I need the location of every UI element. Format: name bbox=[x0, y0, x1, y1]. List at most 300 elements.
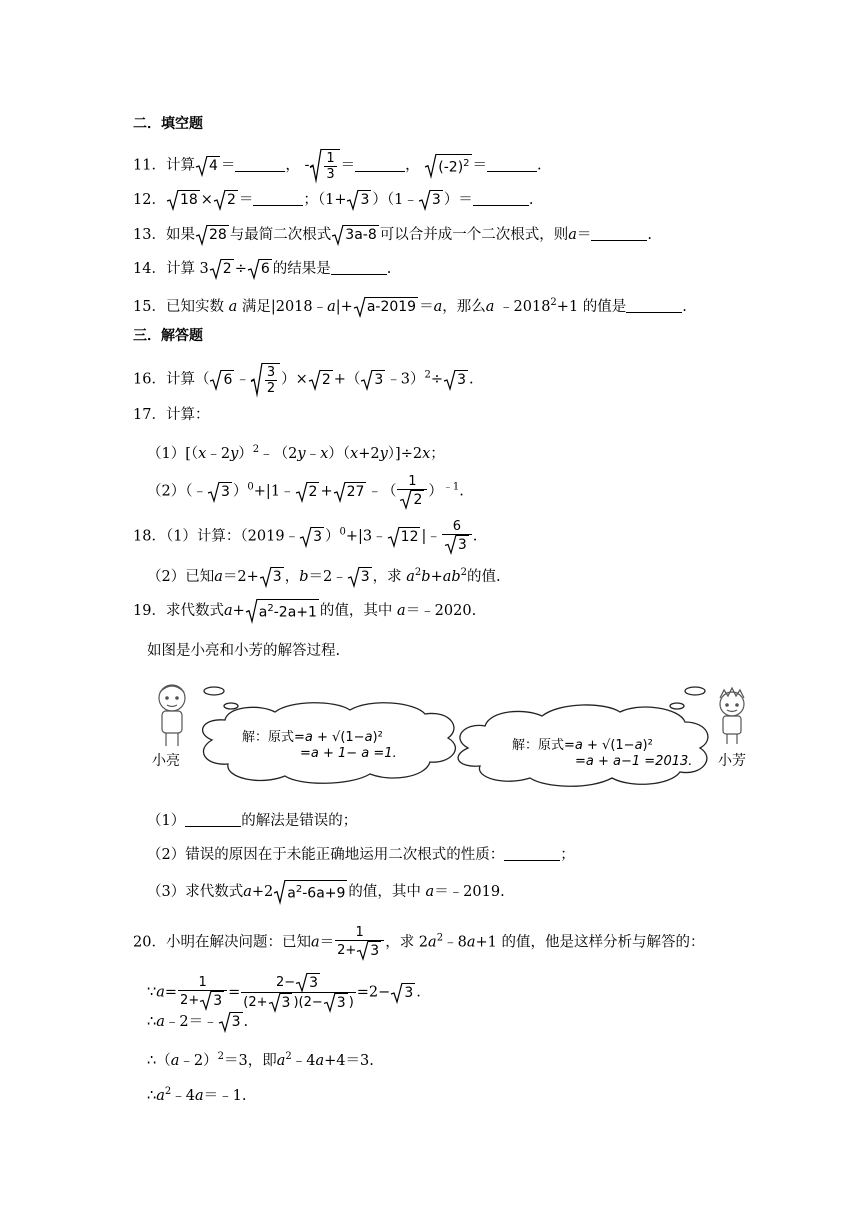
text: . bbox=[469, 371, 474, 388]
radicand: (-2) bbox=[438, 159, 464, 176]
sqrt bbox=[167, 190, 200, 210]
question-13 bbox=[133, 225, 652, 245]
radicand: 3a-8 bbox=[345, 227, 377, 243]
text: ）（ bbox=[328, 445, 351, 462]
variable: ab bbox=[442, 568, 461, 585]
question-number: 12． bbox=[133, 192, 166, 208]
variable: a bbox=[364, 730, 373, 745]
answer-blank[interactable] bbox=[473, 191, 529, 206]
radicand: 3 bbox=[213, 993, 223, 1009]
text: ﹣8 bbox=[443, 934, 467, 951]
sqrt bbox=[210, 259, 234, 279]
text: 如果 bbox=[165, 227, 195, 243]
text: ； bbox=[303, 192, 318, 208]
text: ） bbox=[428, 483, 443, 500]
text: ﹣2） bbox=[179, 1052, 218, 1069]
sqrt bbox=[310, 149, 339, 182]
xiaoliang-figure bbox=[159, 685, 185, 746]
text: ＝2﹣ bbox=[308, 568, 347, 585]
text: ＝ bbox=[220, 157, 236, 174]
text: . bbox=[386, 261, 392, 277]
xiaoliang-solution-line-1 bbox=[242, 726, 383, 745]
radicand: -2a+1 bbox=[273, 604, 317, 621]
xiaofang-solution-line-1 bbox=[512, 734, 653, 753]
question-number: 18． bbox=[133, 528, 166, 545]
variable: a bbox=[228, 298, 238, 315]
q20-step-3 bbox=[147, 1047, 374, 1071]
text: ﹣3） bbox=[386, 371, 425, 388]
sqrt bbox=[400, 490, 424, 509]
text: . bbox=[528, 192, 534, 208]
sqrt bbox=[251, 363, 280, 396]
sqrt bbox=[419, 190, 443, 210]
text: + bbox=[430, 568, 443, 585]
variable: x bbox=[350, 445, 359, 462]
question-number: 19． bbox=[133, 602, 166, 619]
question-number: 14． bbox=[133, 261, 166, 277]
text: 满足|2018﹣ bbox=[241, 298, 328, 315]
text: )(2− bbox=[293, 995, 323, 1010]
radicand: 2 bbox=[321, 371, 331, 388]
numerator: 1 bbox=[335, 925, 384, 941]
xiaoliang-label: 小亮 bbox=[152, 753, 180, 769]
text: )² bbox=[372, 730, 383, 745]
answer-blank[interactable] bbox=[626, 298, 682, 313]
text: ，那么 bbox=[442, 298, 486, 315]
sqrt bbox=[296, 973, 320, 992]
radicand: a-2019 bbox=[366, 298, 417, 315]
text: 与最简二次根式 bbox=[229, 227, 332, 243]
text: ＝ bbox=[319, 934, 335, 951]
fraction bbox=[442, 519, 472, 554]
sqrt bbox=[388, 527, 421, 547]
radicand: a bbox=[258, 604, 268, 621]
question-19-part-1 bbox=[147, 811, 357, 831]
denominator bbox=[397, 490, 427, 509]
sqrt bbox=[208, 482, 232, 502]
answer-blank[interactable] bbox=[591, 226, 647, 241]
exponent: 2 bbox=[414, 567, 422, 578]
variable: a bbox=[327, 298, 336, 315]
xiaoliang-solution-line-2: =a + 1− a =1. bbox=[300, 746, 397, 761]
text: )² bbox=[642, 738, 653, 753]
question-15 bbox=[133, 293, 687, 317]
variable: x bbox=[198, 445, 207, 462]
variable: a bbox=[574, 738, 583, 753]
text: 的值. bbox=[467, 568, 501, 585]
radicand: 3 bbox=[360, 192, 370, 208]
text: ∵ bbox=[147, 984, 157, 1001]
question-number: 13． bbox=[133, 227, 166, 243]
radicand: 4 bbox=[208, 157, 218, 174]
text: 计算 bbox=[165, 157, 195, 174]
radicand: 3 bbox=[431, 192, 441, 208]
text: . bbox=[537, 157, 542, 174]
exponent: 2 bbox=[252, 444, 260, 455]
text: ＝﹣1. bbox=[203, 1087, 247, 1104]
text: 计算（ bbox=[165, 371, 210, 388]
radicand: 3 bbox=[309, 975, 319, 991]
variable: a bbox=[634, 738, 643, 753]
question-17-part-1 bbox=[147, 440, 445, 464]
text: + bbox=[320, 483, 333, 500]
text: 计算： bbox=[165, 407, 210, 423]
text: =2− bbox=[356, 984, 391, 1001]
text: +（ bbox=[333, 371, 361, 388]
text: ＝ bbox=[340, 157, 356, 174]
answer-blank[interactable] bbox=[331, 260, 387, 275]
text: ＝2+ bbox=[222, 568, 259, 585]
sqrt bbox=[334, 482, 367, 502]
text: (2+ bbox=[243, 995, 268, 1010]
text: . bbox=[243, 1014, 249, 1030]
sqrt bbox=[324, 993, 348, 1012]
text: ﹣4 bbox=[291, 1052, 316, 1069]
variable: a bbox=[406, 568, 415, 585]
variable: a bbox=[170, 1052, 180, 1069]
question-19-part-3 bbox=[147, 880, 505, 904]
radicand: -6a+9 bbox=[302, 885, 346, 902]
sqrt bbox=[269, 993, 293, 1012]
text: +1 的值，他是这样分析与解答的： bbox=[475, 934, 705, 951]
text: - bbox=[304, 157, 310, 174]
sqrt bbox=[248, 259, 272, 279]
variable: a bbox=[156, 1014, 165, 1030]
text: × bbox=[200, 192, 213, 208]
text: ）（1﹣ bbox=[372, 192, 418, 208]
text: . bbox=[416, 984, 421, 1001]
text: （1） bbox=[147, 813, 186, 829]
sqrt bbox=[357, 941, 381, 960]
text: ﹣2＝﹣ bbox=[164, 1014, 218, 1030]
question-14 bbox=[133, 259, 391, 279]
exponent: 2 bbox=[463, 157, 470, 169]
radicand: 3 bbox=[404, 984, 414, 1001]
text: （2）错误的原因在于未能正确地运用二次根式的性质： bbox=[147, 847, 505, 863]
section-title-fill-blank: 二．填空题 bbox=[133, 116, 203, 132]
sqrt bbox=[309, 370, 333, 390]
exponent: 2 bbox=[285, 1051, 292, 1062]
question-17 bbox=[133, 405, 209, 425]
text: 计算 3 bbox=[165, 261, 209, 277]
answer-blank[interactable] bbox=[235, 157, 285, 172]
question-number: 17． bbox=[133, 407, 166, 423]
variable: a bbox=[276, 1052, 286, 1069]
radicand: 3 bbox=[231, 1014, 241, 1030]
exponent: 2 bbox=[267, 603, 274, 614]
text: ， bbox=[285, 157, 300, 174]
radicand: 6 bbox=[223, 371, 233, 388]
text: ∴ bbox=[147, 1087, 157, 1104]
radicand: 3 bbox=[336, 995, 346, 1011]
text: . bbox=[459, 483, 464, 500]
fraction bbox=[335, 925, 384, 960]
text: ＝3，即 bbox=[224, 1052, 277, 1069]
question-number: 15． bbox=[133, 298, 166, 315]
question-17-part-2 bbox=[147, 474, 464, 509]
exponent: 0 bbox=[247, 481, 254, 493]
sqrt bbox=[196, 156, 220, 176]
answer-blank[interactable] bbox=[355, 157, 405, 172]
variable: y bbox=[230, 445, 239, 462]
sqrt bbox=[274, 880, 347, 904]
exponent: 0 bbox=[339, 526, 346, 538]
text: . bbox=[682, 298, 687, 315]
radicand: 27 bbox=[346, 483, 365, 500]
text: ∴ bbox=[147, 1014, 157, 1030]
sqrt bbox=[425, 154, 471, 178]
variable: y bbox=[379, 445, 388, 462]
text: 的值，其中 bbox=[348, 883, 421, 900]
sqrt bbox=[391, 983, 415, 1003]
variable: b bbox=[421, 568, 431, 585]
variable: a bbox=[156, 1087, 165, 1104]
variable: a bbox=[315, 1052, 325, 1069]
radicand: 3 bbox=[313, 528, 323, 545]
sqrt bbox=[260, 567, 284, 587]
text: 的结果是 bbox=[272, 261, 331, 277]
text: 解：原式= bbox=[242, 730, 305, 745]
question-18-part-2 bbox=[147, 563, 501, 587]
exponent: 2 bbox=[164, 1086, 172, 1097]
variable: a bbox=[425, 883, 435, 900]
variable: a bbox=[195, 1087, 204, 1104]
variable: b bbox=[299, 568, 309, 585]
sqrt bbox=[347, 190, 371, 210]
radicand: a bbox=[287, 885, 296, 902]
question-number: 16． bbox=[133, 371, 166, 388]
radicand: 3 bbox=[370, 943, 380, 959]
exponent: ﹣1 bbox=[442, 481, 460, 493]
text: ； bbox=[560, 847, 575, 863]
figure-intro: 如图是小亮和小芳的解答过程. bbox=[147, 643, 341, 659]
text: ） bbox=[238, 445, 253, 462]
text: 已知实数 bbox=[165, 298, 224, 315]
text: ＝ bbox=[576, 227, 592, 243]
text: ，求 2 bbox=[385, 934, 429, 951]
text: ﹣4 bbox=[171, 1087, 195, 1104]
text: 2+ bbox=[180, 993, 200, 1008]
radicand: 3 bbox=[457, 371, 466, 388]
text: 的值，其中 bbox=[319, 602, 393, 619]
text: ﹣2 bbox=[206, 445, 231, 462]
sqrt bbox=[210, 370, 234, 390]
radicand: 6 bbox=[260, 261, 270, 277]
text: （1）计算：（2019﹣ bbox=[165, 528, 300, 545]
sqrt bbox=[445, 535, 469, 554]
text: ) bbox=[348, 995, 354, 1010]
text: ﹣2018 bbox=[499, 298, 551, 315]
sqrt bbox=[300, 527, 324, 547]
text: （2）已知 bbox=[147, 568, 215, 585]
text: ﹣（ bbox=[367, 483, 397, 500]
text: . bbox=[472, 528, 478, 545]
text: ﹣ bbox=[305, 445, 321, 462]
fraction bbox=[241, 973, 355, 1012]
xiaofang-label: 小芳 bbox=[718, 753, 746, 769]
fraction bbox=[265, 365, 277, 396]
text: +|3﹣ bbox=[345, 528, 387, 545]
variable: a bbox=[485, 298, 495, 315]
answer-blank[interactable] bbox=[487, 157, 537, 172]
text: 求代数式 bbox=[165, 602, 224, 619]
radicand: 28 bbox=[208, 227, 227, 243]
fraction bbox=[324, 151, 336, 182]
numerator: 1 bbox=[397, 474, 427, 490]
text: 2+ bbox=[337, 943, 357, 958]
variable: a bbox=[214, 568, 223, 585]
variable: a bbox=[466, 934, 476, 951]
q20-step-2 bbox=[147, 1012, 248, 1032]
text: ）]÷2 bbox=[387, 445, 423, 462]
q20-step-1 bbox=[147, 973, 421, 1012]
text: 的解法是错误的； bbox=[241, 813, 358, 829]
solution-comparison-figure bbox=[150, 678, 760, 808]
text: ﹣ bbox=[235, 371, 250, 388]
question-number: 20． bbox=[133, 934, 166, 951]
sqrt bbox=[348, 567, 372, 587]
text: ； bbox=[430, 445, 445, 462]
sqrt bbox=[219, 1012, 243, 1032]
radicand: 3 bbox=[220, 483, 230, 500]
radicand: 3 bbox=[272, 568, 282, 585]
numerator: 1 bbox=[326, 151, 335, 166]
question-19-part-2 bbox=[147, 845, 575, 865]
variable: a bbox=[428, 934, 437, 951]
radicand: 18 bbox=[179, 192, 198, 208]
question-12 bbox=[133, 190, 533, 210]
text: +2 bbox=[251, 883, 274, 900]
text: ＝ bbox=[238, 192, 254, 208]
denominator: 2 bbox=[266, 381, 276, 396]
text: +|1﹣ bbox=[253, 483, 295, 500]
text: 解：原式= bbox=[512, 738, 575, 753]
variable: a bbox=[304, 730, 313, 745]
numerator: 3 bbox=[266, 365, 276, 380]
text: + bbox=[232, 602, 245, 619]
text: ）＝ bbox=[443, 192, 473, 208]
text: （2）（﹣ bbox=[147, 483, 207, 500]
text: ＝ bbox=[472, 157, 488, 174]
variable: a bbox=[156, 984, 165, 1001]
text: 小明在解决问题：已知 bbox=[165, 934, 311, 951]
text: （3）求代数式 bbox=[147, 883, 244, 900]
text: （1+ bbox=[317, 192, 347, 208]
text: = bbox=[228, 984, 241, 1001]
xiaofang-figure bbox=[720, 688, 744, 744]
variable: a bbox=[397, 602, 406, 619]
fraction bbox=[178, 975, 227, 1010]
fraction bbox=[397, 474, 427, 509]
answer-blank[interactable] bbox=[504, 846, 560, 861]
variable: x bbox=[320, 445, 329, 462]
numerator: 6 bbox=[442, 519, 472, 535]
text: 2− bbox=[275, 975, 296, 990]
denominator: 3 bbox=[326, 167, 335, 182]
sqrt bbox=[200, 991, 224, 1010]
radicand: 3 bbox=[374, 371, 384, 388]
question-18-part-1 bbox=[133, 519, 477, 554]
xiaofang-solution-line-2: =a + a−1 =2013. bbox=[575, 754, 693, 769]
exponent: 2 bbox=[217, 1051, 224, 1062]
text: + √(1− bbox=[582, 738, 635, 753]
text: |+ bbox=[335, 298, 353, 315]
denominator bbox=[442, 535, 472, 554]
sqrt bbox=[296, 482, 320, 502]
question-16 bbox=[133, 363, 474, 396]
text: 可以合并成一个二次根式，则 bbox=[379, 227, 569, 243]
variable: x bbox=[422, 445, 431, 462]
sqrt bbox=[214, 190, 238, 210]
radicand: 12 bbox=[400, 528, 419, 545]
text: ）× bbox=[281, 371, 308, 388]
text: +1 的值是 bbox=[556, 298, 627, 315]
text: ， bbox=[405, 157, 420, 174]
radicand: 2 bbox=[413, 492, 423, 508]
exponent: 2 bbox=[436, 932, 444, 944]
text: （1）[（ bbox=[147, 445, 199, 462]
question-19 bbox=[133, 599, 476, 623]
denominator bbox=[178, 991, 227, 1010]
sqrt bbox=[444, 370, 468, 390]
variable: a bbox=[310, 934, 320, 951]
text: ﹣（2 bbox=[259, 445, 298, 462]
q20-step-4 bbox=[147, 1082, 247, 1106]
question-number: 11． bbox=[133, 157, 166, 174]
text: = bbox=[164, 984, 178, 1001]
question-20 bbox=[133, 925, 704, 960]
sqrt bbox=[332, 225, 378, 245]
text: ， bbox=[284, 568, 300, 585]
exponent: 2 bbox=[424, 369, 431, 381]
sqrt bbox=[246, 599, 319, 623]
variable: y bbox=[297, 445, 306, 462]
denominator bbox=[241, 993, 355, 1012]
text: ＝﹣2019. bbox=[434, 883, 505, 900]
text: +2 bbox=[358, 445, 380, 462]
text: ） bbox=[232, 483, 248, 500]
variable: a bbox=[243, 883, 252, 900]
sqrt bbox=[354, 297, 418, 317]
text: ÷ bbox=[234, 261, 247, 277]
variable: a bbox=[223, 602, 233, 619]
text: ÷ bbox=[430, 371, 444, 388]
answer-blank[interactable] bbox=[253, 191, 303, 206]
radicand: 2 bbox=[222, 261, 232, 277]
text: ） bbox=[325, 528, 340, 545]
numerator bbox=[241, 973, 355, 993]
text: . bbox=[647, 227, 652, 243]
numerator: 1 bbox=[178, 975, 227, 991]
sqrt bbox=[196, 225, 229, 245]
sqrt bbox=[361, 370, 385, 390]
variable: a bbox=[568, 227, 577, 243]
answer-blank[interactable] bbox=[185, 812, 241, 827]
exponent: 2 bbox=[460, 567, 468, 578]
radicand: 2 bbox=[308, 483, 318, 500]
section-title-answer: 三．解答题 bbox=[133, 328, 203, 344]
radicand: 3 bbox=[360, 568, 370, 585]
variable: a bbox=[433, 298, 443, 315]
denominator bbox=[335, 941, 384, 960]
text: ∴（ bbox=[147, 1052, 171, 1069]
radicand: 3 bbox=[457, 537, 467, 553]
text: ，求 bbox=[372, 568, 402, 585]
exponent: 2 bbox=[295, 884, 303, 895]
text: |﹣ bbox=[421, 528, 441, 545]
exponent: 2 bbox=[550, 297, 557, 308]
radicand: 3 bbox=[281, 995, 291, 1011]
